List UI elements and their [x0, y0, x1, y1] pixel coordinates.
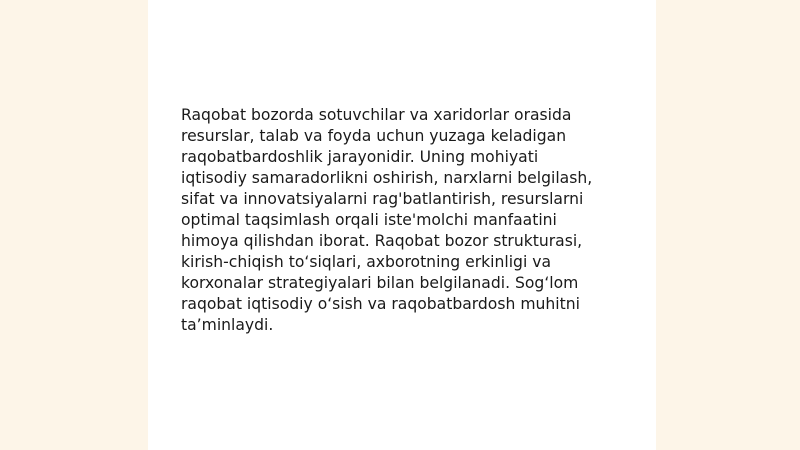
- document-page: [148, 0, 656, 450]
- body-paragraph: Raqobat bozorda sotuvchilar va xaridorlar orasida resurslar, talab va foyda uchun yuzaga keladigan raqobatbardoshlik jarayonidir. Uning mohiyati iqtisodiy samaradorlikni oshirish, narxlarni belgilash, sifat va innovatsiyalarni rag'batlantirish, resurslarni optimal taqsimlash orqali iste'molchi manfaatini himoya qilishdan iborat. Raqobat bozor strukturasi, kirish-chiqish to‘siqlari, axborotning erkinligi va korxonalar strategiyalari bilan belgilanadi. Sog‘lom raqobat iqtisodiy o‘sish va raqobatbardosh muhitni ta’minlaydi.: [181, 106, 593, 334]
